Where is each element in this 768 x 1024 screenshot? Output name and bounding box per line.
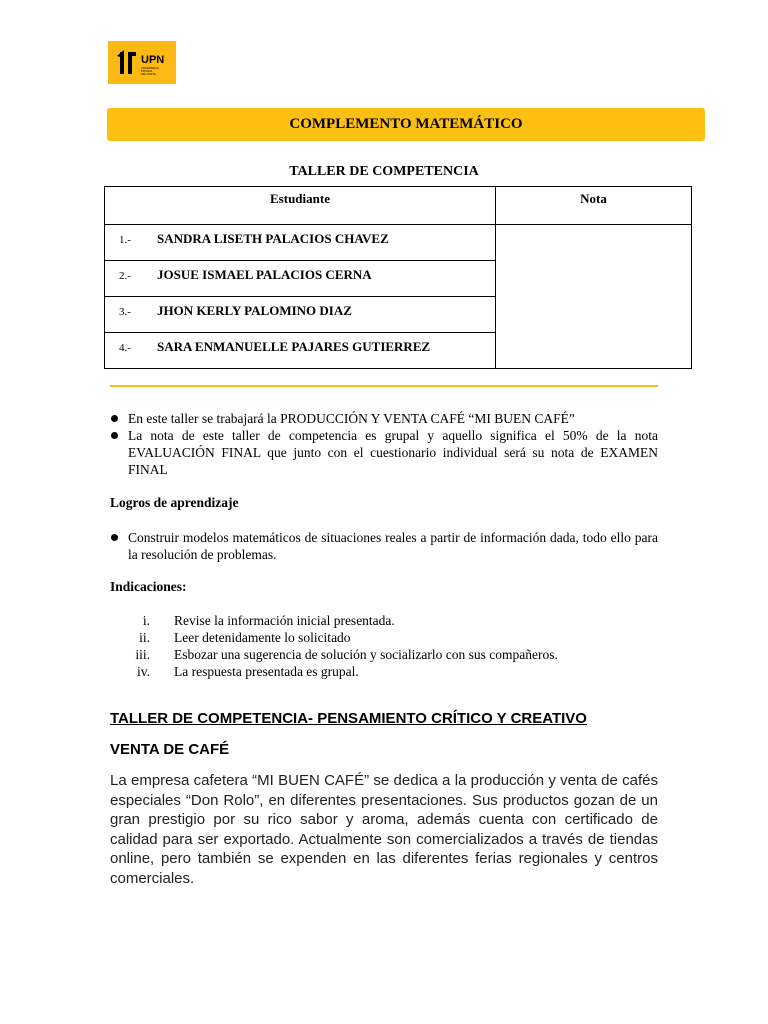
row-number: 2.- bbox=[119, 270, 131, 282]
header-nota: Nota bbox=[496, 187, 692, 225]
student-name: SANDRA LISETH PALACIOS CHAVEZ bbox=[157, 231, 389, 246]
list-text: Leer detenidamente lo solicitado bbox=[174, 630, 351, 645]
title-banner bbox=[107, 108, 705, 141]
list-item bbox=[110, 629, 658, 646]
logros-section bbox=[110, 529, 658, 563]
list-text: Esbozar una sugerencia de solución y socializarlo con sus compañeros. bbox=[174, 647, 558, 662]
intro-section bbox=[110, 410, 658, 478]
list-item: La nota de este taller de competencia es grupal y aquello significa el 50% de la nota EVALUACIÓN FINAL que junto con el cuestionario individual será su nota de EXAMEN FINAL bbox=[110, 427, 658, 478]
list-item: En este taller se trabajará la PRODUCCIÓN Y VENTA CAFÉ “MI BUEN CAFÉ” bbox=[110, 410, 658, 427]
list-text: La respuesta presentada es grupal. bbox=[174, 664, 359, 679]
section-title: TALLER DE COMPETENCIA- PENSAMIENTO CRÍTICO Y CREATIVO bbox=[110, 710, 587, 727]
student-name: JOSUE ISMAEL PALACIOS CERNA bbox=[157, 267, 372, 282]
list-item: Construir modelos matemáticos de situaciones reales a partir de información dada, todo ello para la resolución de problemas. bbox=[110, 529, 658, 563]
student-name: SARA ENMANUELLE PAJARES GUTIERREZ bbox=[157, 339, 431, 354]
row-number: 1.- bbox=[119, 234, 131, 246]
indicaciones-heading: Indicaciones: bbox=[110, 579, 187, 594]
list-number: iv. bbox=[137, 664, 150, 679]
row-number: 4.- bbox=[119, 342, 131, 354]
list-text: Revise la información inicial presentada. bbox=[174, 613, 395, 628]
logros-heading: Logros de aprendizaje bbox=[110, 495, 239, 510]
nota-cell bbox=[496, 225, 692, 369]
row-number: 3.- bbox=[119, 306, 131, 318]
indicaciones-list bbox=[110, 612, 658, 680]
svg-text:UNIVERSIDAD: UNIVERSIDAD bbox=[141, 67, 159, 70]
svg-text:DEL NORTE: DEL NORTE bbox=[141, 73, 156, 76]
svg-text:PRIVADA: PRIVADA bbox=[141, 70, 153, 73]
student-name: JHON KERLY PALOMINO DIAZ bbox=[157, 303, 352, 318]
list-item bbox=[110, 663, 658, 680]
list-number: iii. bbox=[135, 647, 150, 662]
logo-text: UPN bbox=[141, 54, 165, 66]
list-item bbox=[110, 612, 658, 629]
students-table bbox=[104, 186, 692, 369]
table-row bbox=[105, 225, 692, 261]
page-subtitle: TALLER DE COMPETENCIA bbox=[289, 164, 479, 179]
list-number: i. bbox=[142, 613, 150, 628]
header-estudiante: Estudiante bbox=[105, 187, 496, 225]
divider bbox=[110, 385, 658, 387]
venta-paragraph: La empresa cafetera “MI BUEN CAFÉ” se dedica a la producción y venta de cafés especiales “Don Rolo”, en diferentes presentaciones. Sus productos gozan de un gran prestigio por su rico sabor y aroma, además cuenta con certificado de calidad para ser exportado. Actualmente son comercializados a través de tiendas online, pero también se expenden en las diferentes ferias regionales y centros comerciales. bbox=[110, 772, 658, 887]
list-item bbox=[110, 646, 658, 663]
venta-title: VENTA DE CAFÉ bbox=[110, 741, 230, 758]
banner-title: COMPLEMENTO MATEMÁTICO bbox=[289, 116, 523, 132]
list-number: ii. bbox=[139, 630, 150, 645]
upn-logo bbox=[108, 41, 176, 84]
